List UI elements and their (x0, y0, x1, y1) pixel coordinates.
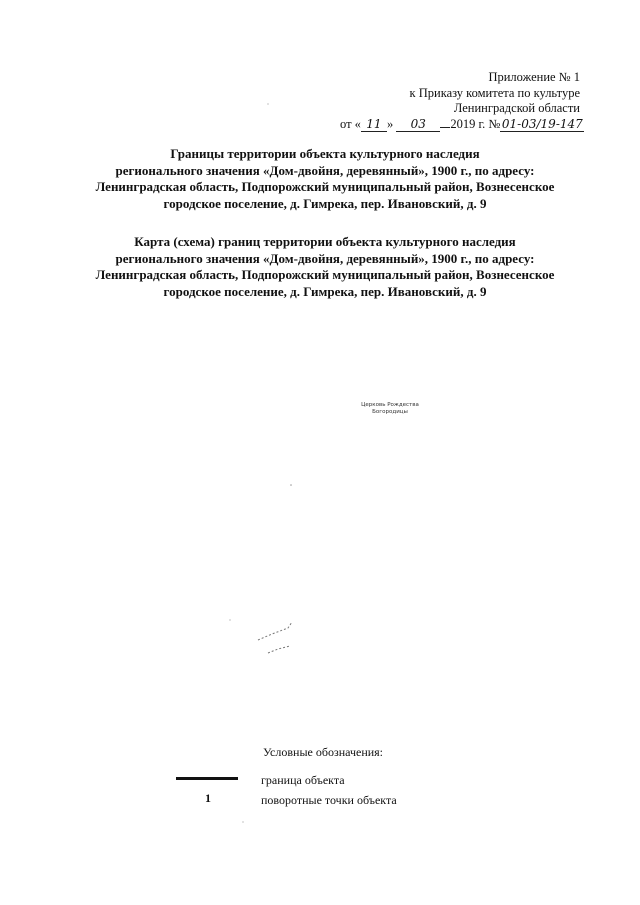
scan-dot (290, 484, 292, 486)
legend-title: Условные обозначения: (263, 745, 384, 759)
heading-line: Карта (схема) границ территории объекта культурного наследия (134, 234, 516, 249)
date-prefix: от « (340, 116, 361, 131)
heading-line: регионального значения «Дом-двойня, деревянный», 1900 г., по адресу: (115, 162, 535, 178)
year-text: 2019 г. № (450, 116, 501, 131)
legend-boundary-label: граница объекта (261, 773, 345, 787)
map-label-line: Богородицы (372, 409, 408, 415)
heading-line: городское поселение, д. Гимрека, пер. Ивановский, д. 9 (163, 195, 487, 211)
legend-turning-points-label: поворотные точки объекта (261, 793, 397, 807)
date-mid: » (386, 116, 394, 131)
scan-dot (267, 103, 268, 104)
scan-dot (229, 619, 230, 620)
handwritten-month: 03 (396, 118, 440, 132)
heading-line: Ленинградская область, Подпорожский муниципальный район, Вознесенское (95, 179, 555, 194)
appendix-order-ref: к Приказу комитета по культуре (409, 85, 580, 100)
faint-boundary-mark (268, 646, 290, 653)
boundary-line-symbol (176, 777, 238, 780)
heading-line: Границы территории объекта культурного наследия (170, 146, 480, 161)
handwritten-number: 01-03/19-147 (501, 116, 583, 131)
heading-line: регионального значения «Дом-двойня, деревянный», 1900 г., по адресу: (115, 250, 535, 266)
handwritten-day: 11 (361, 118, 387, 132)
appendix-region: Ленинградской области (453, 101, 580, 115)
turning-point-symbol: 1 (205, 791, 211, 805)
appendix-title: Приложение № 1 (488, 70, 580, 84)
scan-dot (242, 821, 243, 822)
heading-line: городское поселение, д. Гимрека, пер. Ивановский, д. 9 (163, 283, 487, 299)
heading-line: Ленинградская область, Подпорожский муниципальный район, Вознесенское (95, 267, 555, 282)
map-label-line: Церковь Рождества (361, 402, 419, 408)
faint-boundary-mark (258, 622, 292, 640)
